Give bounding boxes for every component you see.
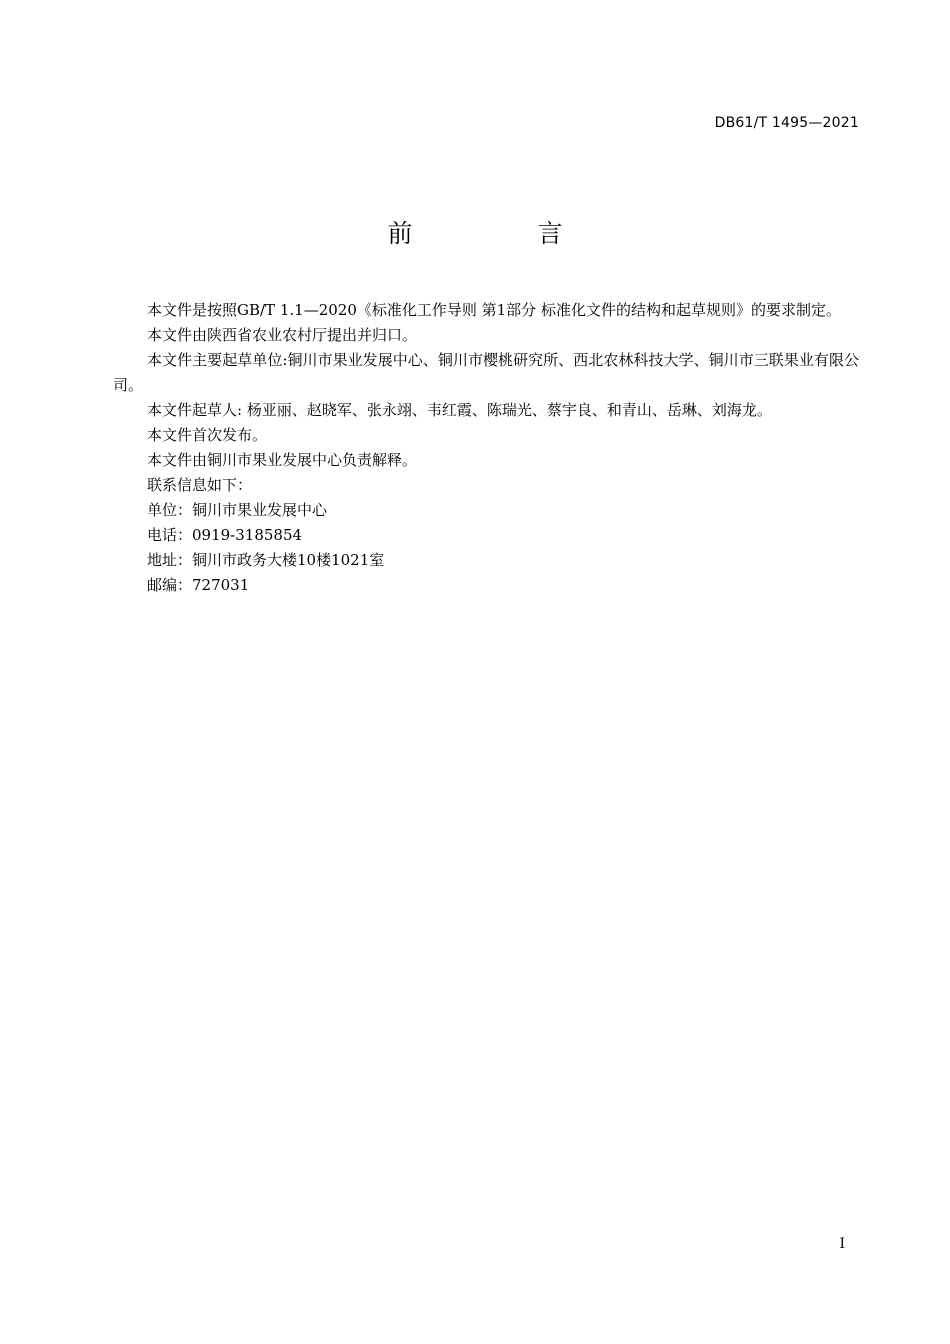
page-number: I <box>839 1236 845 1252</box>
foreword-body <box>113 298 859 598</box>
paragraph-contact-postcode: 邮编：727031 <box>147 576 250 594</box>
document-code: DB61/T 1495—2021 <box>714 115 859 131</box>
paragraph-drafters: 本文件起草人: 杨亚丽、赵晓军、张永翊、韦红霞、陈瑞光、蔡宇良、和青山、岳琳、刘海龙。 <box>147 401 772 419</box>
paragraph-contact-address: 地址：铜川市政务大楼10楼1021室 <box>147 551 385 569</box>
page-title: 前 言 <box>387 219 613 248</box>
paragraph-drafting-units: 本文件主要起草单位:铜川市果业发展中心、铜川市樱桃研究所、西北农林科技大学、铜川市三联果业有限公司。 <box>113 351 859 394</box>
paragraph-standard-basis: 本文件是按照GB/T 1.1—2020《标准化工作导则 第1部分 标准化文件的结构和起草规则》的要求制定。 <box>147 301 841 319</box>
paragraph-contact-heading: 联系信息如下： <box>147 476 253 494</box>
paragraph-interpretation: 本文件由铜川市果业发展中心负责解释。 <box>147 451 418 469</box>
paragraph-first-release: 本文件首次发布。 <box>147 426 268 444</box>
paragraph-contact-phone: 电话：0919-3185854 <box>147 526 303 544</box>
paragraph-proposer: 本文件由陕西省农业农村厅提出并归口。 <box>147 326 418 344</box>
paragraph-contact-unit: 单位：铜川市果业发展中心 <box>147 501 328 519</box>
